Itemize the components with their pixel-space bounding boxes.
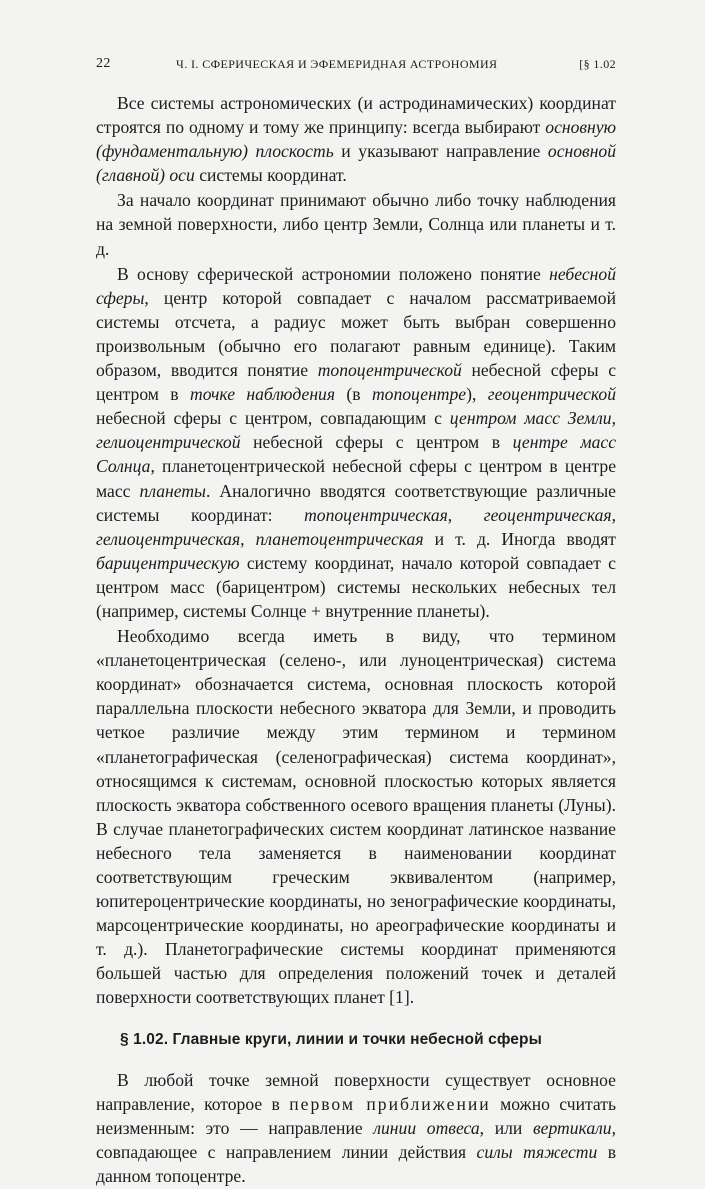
text-run: ,: [240, 528, 256, 549]
text-run: В любой точке земной поверхности существует основное направление, которое в: [96, 1069, 616, 1114]
italic-term: линии отвеса: [373, 1117, 480, 1138]
italic-term: основной (главной) оси: [96, 141, 617, 186]
text-run: в данном топоцентре.: [96, 1141, 616, 1187]
section-heading: § 1.02. Главные круги, линии и точки небесной сферы: [120, 1030, 542, 1048]
italic-term: геоцентрическая: [483, 504, 612, 525]
italic-term: центром масс Земли: [449, 408, 612, 429]
italic-term: центре масс Солнца: [96, 432, 617, 477]
italic-term: основную (фундаментальную) плоскость: [96, 117, 616, 162]
page-number: 22: [96, 56, 111, 71]
text-run: небесной сферы с центром, совпадающим с: [96, 408, 450, 429]
text-run: можно считать неизменным: это — направление: [96, 1093, 616, 1138]
text-run: , совпадающее с направлением линии действия: [96, 1117, 616, 1162]
text-run: небесной сферы с центром в: [96, 360, 617, 405]
italic-term: небесной сферы: [96, 263, 616, 308]
italic-term: топоцентре: [371, 384, 467, 405]
italic-term: барицентрическую: [96, 552, 240, 573]
text-run: В основу сферической астрономии положено понятие: [117, 263, 550, 284]
section-marker: [§ 1.02: [579, 57, 616, 71]
italic-term: силы тяжести: [476, 1141, 598, 1162]
text-run: небесной сферы с центром в: [240, 432, 513, 453]
italic-term: геоцентрической: [487, 384, 616, 405]
paragraph-2: За начало координат принимают обычно либо точку наблюдения на земной поверхности, либо центр Земли, Солнца или планеты и т. д.: [96, 190, 616, 259]
italic-term: планетоцентрическая: [255, 528, 424, 549]
italic-term: гелиоцентрическая: [96, 528, 241, 549]
italic-term: планеты: [139, 480, 206, 501]
body-text: [96, 91, 616, 1189]
text-run: систему координат, начало которой совпадает с центром масс (барицентром) системы нескольких небесных тел (например, системы Солнце + внутренние планеты).: [96, 552, 616, 621]
paragraph-3: [96, 262, 616, 623]
text-run: ),: [466, 384, 488, 405]
italic-term: гелиоцентрической: [96, 432, 241, 453]
text-run: системы координат.: [194, 165, 347, 186]
italic-term: вертикали: [533, 1117, 612, 1138]
chapter-title: Ч. I. СФЕРИЧЕСКАЯ И ЭФЕМЕРИДНАЯ АСТРОНОМИЯ: [176, 57, 498, 71]
italic-term: топоцентрической: [317, 360, 462, 381]
spaced-term: первом приближении: [289, 1093, 491, 1114]
running-head: [96, 56, 616, 76]
text-run: . Аналогично вводятся соответствующие различные системы координат:: [96, 480, 616, 525]
text-run: (в: [335, 384, 372, 405]
text-run: и т. д. Иногда вводят: [423, 528, 616, 549]
text-run: и указывают направление: [333, 141, 548, 162]
paragraph-1: [96, 91, 616, 187]
text-run: , центр которой совпадает с началом рассматриваемой системы отсчета, а радиус может быть выбран совершенно произвольным (обычно его полагают равным единице). Таким образом, вводится понятие: [96, 287, 616, 381]
paragraph-5: [96, 1068, 616, 1188]
text-run: , планетоцентрической небесной сферы с центром в центре масс: [96, 456, 616, 501]
text-run: Все системы астрономических (и астродинамических) координат строятся по одному и тому же принципу: всегда выбирают: [96, 93, 616, 138]
paragraph-4: Необходимо всегда иметь в виду, что термином «планетоцентрическая (селено-, или луноцентрическая) система координат» обозначается система, основная плоскость которой параллельна плоскости небесного экватора для Земли, и проводить четкое различие между этим термином и термином «планетографическая (селенографическая) система координат», относящимся к системам, основной плоскостью которых является плоскость экватора собственного осевого вращения планеты (Луны). В случае планетографических систем координат латинское название небесного тела заменяется в наименовании координат соответствующим греческим эквивалентом (например, юпитероцентрические координаты, но зенографические координаты, марсоцентрические координаты, но ареографические координаты и т. д.). Планетографические системы координат применяются большей частью для определения положений точек и деталей поверхности соответствующих планет [1].: [96, 626, 616, 1008]
text-run: ,: [611, 408, 616, 429]
italic-term: точке наблюдения: [189, 384, 336, 405]
text-run: ,: [611, 504, 616, 525]
text-run: , или: [479, 1117, 534, 1138]
text-run: ,: [447, 504, 484, 525]
italic-term: топоцентрическая: [304, 504, 448, 525]
